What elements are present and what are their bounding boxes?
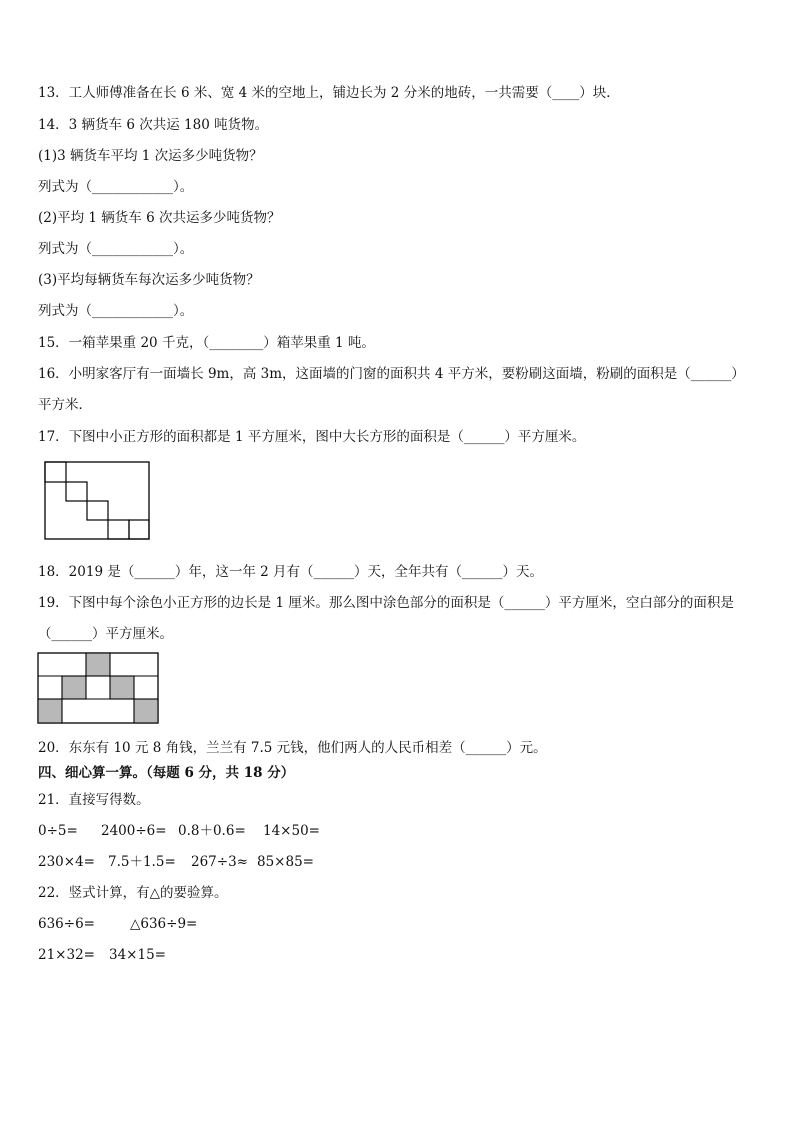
small-square [108, 520, 129, 539]
arithmetic-item: 2400÷6= [101, 823, 167, 839]
question-22-title: 22．竖式计算，有△的要验算。 [38, 885, 228, 901]
question-21-row-2 [38, 853, 314, 871]
arithmetic-item: 7.5＋1.5= [108, 854, 176, 870]
question-19-line-2: （______）平方厘米。 [38, 626, 173, 642]
arithmetic-item: 34×15= [109, 947, 166, 963]
question-13: 13．工人师傅准备在长 6 米、宽 4 米的空地上，铺边长为 2 分米的地砖，一共需要（____）块． [38, 85, 620, 101]
question-15: 15．一箱苹果重 20 千克，（________）箱苹果重 1 吨。 [38, 335, 375, 351]
question-19-line-1: 19．下图中每个涂色小正方形的边长是 1 厘米。那么图中涂色部分的面积是（______）平方厘米，空白部分的面积是 [38, 595, 734, 611]
question-22-row-1 [38, 915, 197, 933]
arithmetic-item: 0÷5= [38, 823, 78, 839]
question-21-title: 21．直接写得数。 [38, 792, 150, 808]
answer-line-14-3: 列式为（____________）。 [38, 303, 194, 319]
answer-line-14-2: 列式为（____________）。 [38, 241, 194, 257]
question-17: 17．下图中小正方形的面积都是 1 平方厘米，图中大长方形的面积是（______）平方厘米。 [38, 429, 586, 445]
question-14-title: 14．3 辆货车 6 次共运 180 吨货物。 [38, 117, 269, 133]
question-16-line-1: 16．小明家客厅有一面墙长 9m，高 3m，这面墙的门窗的面积共 4 平方米，要粉刷这面墙，粉刷的面积是（______） [38, 366, 745, 382]
section-4-heading: 四、细心算一算。（每题 6 分，共 18 分） [38, 765, 295, 781]
shaded-square [134, 699, 158, 723]
question-16-line-2: 平方米． [38, 397, 92, 413]
shaded-square [86, 653, 110, 676]
question-14-part-1: (1)3 辆货车平均 1 次运多少吨货物？ [38, 148, 263, 164]
arithmetic-item: △636÷9= [130, 916, 198, 932]
shaded-squares-figure [37, 652, 161, 726]
question-21-row-1 [38, 822, 320, 840]
small-square [45, 462, 66, 482]
staircase-rectangle-figure [44, 461, 152, 542]
arithmetic-item: 85×85= [257, 854, 314, 870]
question-18: 18．2019 是（______）年，这一年 2 月有（______）天，全年共有（______）天。 [38, 564, 543, 580]
shaded-square [38, 699, 62, 723]
question-14-part-2: (2)平均 1 辆货车 6 次共运多少吨货物？ [38, 210, 281, 226]
arithmetic-item: 636÷6= [38, 916, 95, 932]
arithmetic-item: 0.8＋0.6= [178, 823, 246, 839]
question-20: 20．东东有 10 元 8 角钱，兰兰有 7.5 元钱，他们两人的人民币相差（______）元。 [38, 740, 547, 756]
small-square [129, 520, 149, 539]
arithmetic-item: 230×4= [38, 854, 95, 870]
question-14-part-3: (3)平均每辆货车每次运多少吨货物？ [38, 272, 260, 288]
small-square [66, 482, 87, 501]
shaded-square [110, 676, 134, 699]
small-square [87, 501, 108, 520]
shaded-square [62, 676, 86, 699]
arithmetic-item: 21×32= [38, 947, 95, 963]
arithmetic-item: 267÷3≈ [191, 854, 248, 870]
question-22-row-2 [38, 946, 166, 964]
answer-line-14-1: 列式为（____________）。 [38, 179, 194, 195]
arithmetic-item: 14×50= [263, 823, 320, 839]
